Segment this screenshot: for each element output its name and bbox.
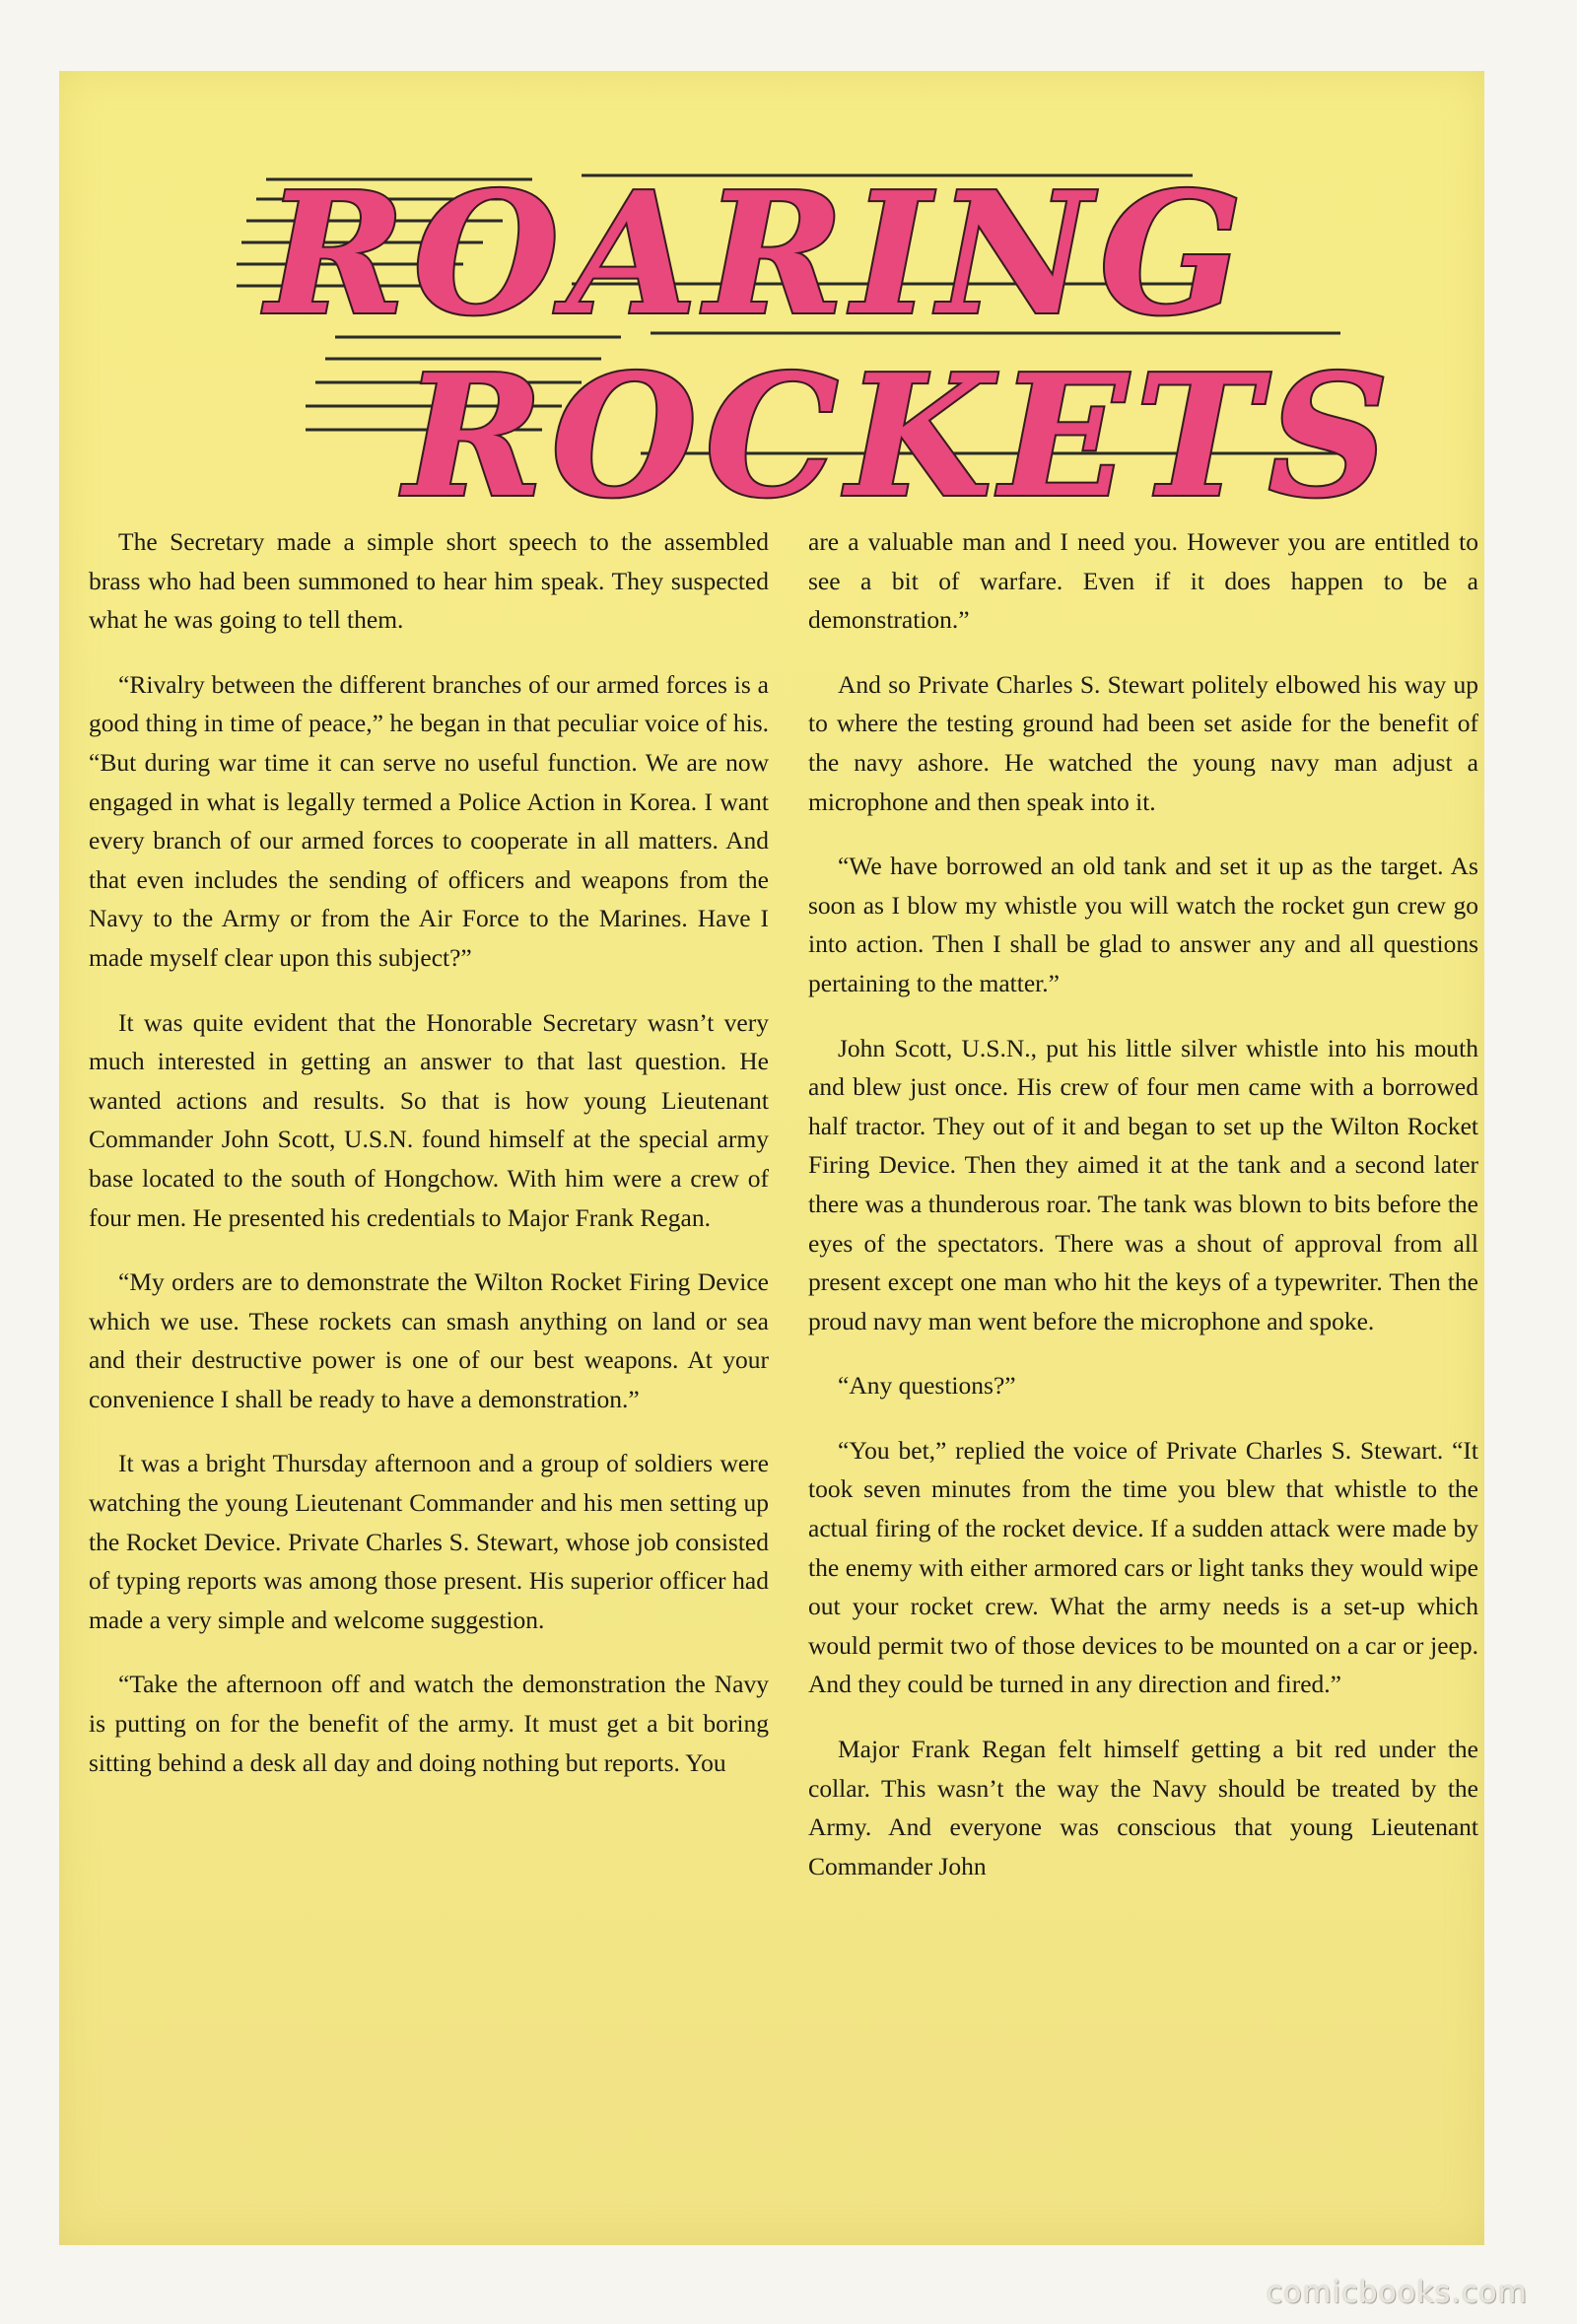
story-paragraph: “You bet,” replied the voice of Private Charles S. Stewart. “It took seven minutes from the time you blew that whistle to the actual firing of the rocket device. If a sudden attack were made by the enemy with either armored cars or light tanks they would wipe out your rocket crew. What the army needs is a set-up which would permit two of those devices to be mounted on a car or jeep. And they could be turned in any direction and fired.” [808, 1435, 1478, 1699]
story-paragraph: The Secretary made a simple short speech to the assembled brass who had been summoned to hear him speak. They suspected what he was going to tell them. [89, 527, 769, 635]
story-paragraph: John Scott, U.S.N., put his little silver whistle into his mouth and blew just once. His crew of four men came with a borrowed half tractor. They out of it and began to set up the Wilton Rocket Firing Device. Then they aimed it at the tank and a second later there was a thunderous roar. The tank was blown to bits before the eyes of the spectators. There was a shout of approval from all present except one man who hit the keys of a typewriter. Then the proud navy man went before the microphone and spoke. [808, 1033, 1478, 1335]
story-paragraph: “Any questions?” [838, 1371, 1016, 1401]
left-text-column [89, 522, 769, 1808]
title-line-1: ROARING [266, 156, 1251, 353]
right-text-column [808, 522, 1478, 1911]
comic-page [59, 71, 1484, 2245]
story-paragraph: “Rivalry between the different branches of our armed forces is a good thing in time of peace,” he began in that peculiar voice of his. “But during war time it can serve no useful function. We are now engaged in what is legally termed a Police Action in Korea. I want every branch of our armed forces to cooperate in all matters. And that even includes the sending of officers and weapons from the Navy to the Army or from the Air Force to the Marines. Have I made myself clear upon this subject?” [89, 669, 769, 972]
story-paragraph: “Take the afternoon off and watch the demonstration the Navy is putting on for the benefit of the army. It must get a bit boring sitting behind a desk all day and doing nothing but reports. You [89, 1670, 769, 1777]
story-paragraph: And so Private Charles S. Stewart politely elbowed his way up to where the testing ground had been set aside for the benefit of the navy ashore. He watched the young navy man adjust a microphone and then speak into it. [808, 669, 1478, 816]
story-title [207, 140, 1419, 564]
story-paragraph: Major Frank Regan felt himself getting a bit red under the collar. This wasn’t the way the Navy should be treated by the Army. And everyone was conscious that young Lieutenant Commander John [808, 1735, 1478, 1880]
story-paragraph-continued: are a valuable man and I need you. However you are entitled to see a bit of warfare. Even if it does happen to be a demonstration.” [808, 527, 1478, 635]
story-paragraph: “We have borrowed an old tank and set it up as the target. As soon as I blow my whistle you will watch the rocket gun crew go into action. Then I shall be glad to answer any and all questions pertaining to the matter.” [808, 852, 1478, 997]
title-art [207, 140, 1419, 564]
story-paragraph: It was quite evident that the Honorable Secretary wasn’t very much interested in getting an answer to that last question. He wanted actions and results. So that is how young Lieutenant Commander John Scott, U.S.N. found himself at the special army base located to the south of Hongchow. With him were a crew of four men. He presented his credentials to Major Frank Regan. [89, 1007, 769, 1232]
story-paragraph: “My orders are to demonstrate the Wilton Rocket Firing Device which we use. These rockets can smash anything on land or sea and their destructive power is one of our best weapons. At your convenience I shall be ready to have a demonstration.” [89, 1267, 769, 1413]
story-paragraph: It was a bright Thursday afternoon and a group of soldiers were watching the young Lieutenant Commander and his men setting up the Rocket Device. Private Charles S. Stewart, whose job consisted of typing reports was among those present. His superior officer had made a very simple and welcome suggestion. [89, 1449, 769, 1634]
site-watermark: comicbooks.com [1266, 2276, 1528, 2310]
title-line-2: ROCKETS [404, 338, 1398, 535]
